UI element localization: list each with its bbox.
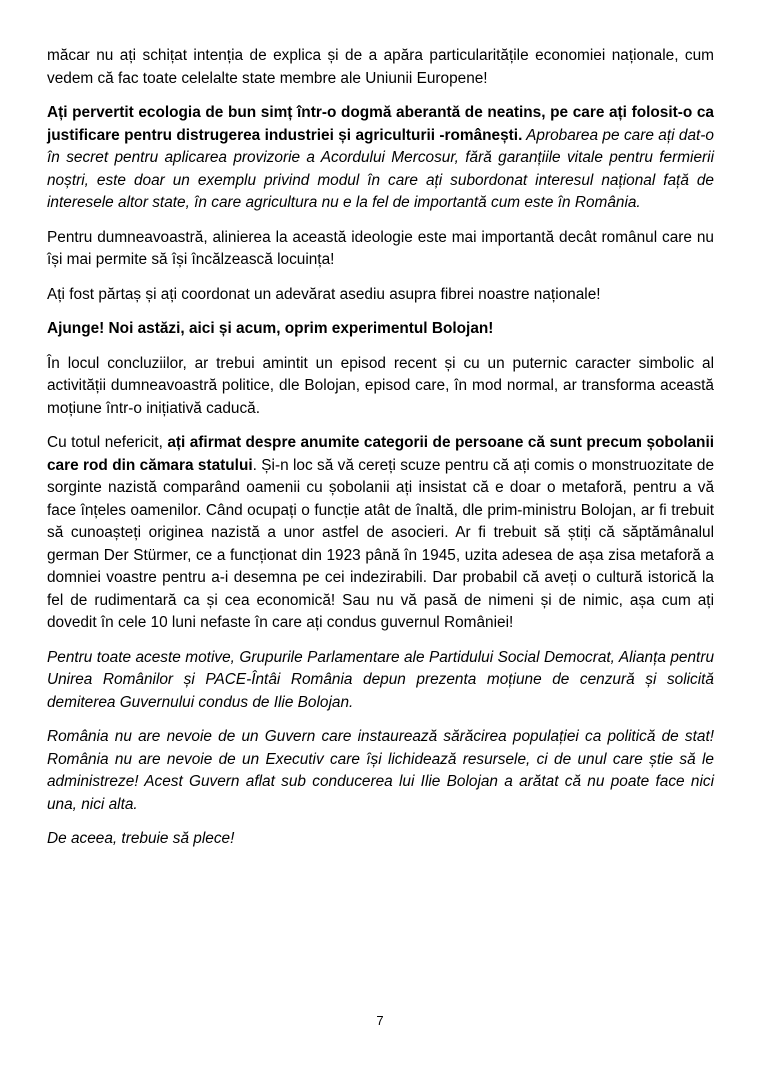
paragraph-7-end: . Și-n loc să vă cereți scuze pentru că ați comis o monstruozitate de sorginte nazistă comparând oamenii cu șobolanii ați insistat că e doar o metaforă, pentru a vă face înțeles oamenilor. Când ocupați o funcție atât de înaltă, dle prim-ministru Bolojan, ar fi trebuit să cunoașteți originea nazistă a unor astfel de asocieri. Ar fi trebuit să știți că săptămânalul german Der Stürmer, ce a funcționat din 1923 până în 1945, uzita adesea de așa zisa metaforă a domniei voastre pentru a-i desemna pe cei indezirabili. Dar probabil că aveți o cultură istorică la fel de rudimentară ca și cea economică! Sau nu vă pasă de nimeni și de nimic, așa cum ați dovedit în cele 10 luni nefaste în care ați condus guvernul României! <box>47 456 715 631</box>
document-body <box>47 45 714 863</box>
paragraph-4: Ați fost părtaș și ați coordonat un adevărat asediu asupra fibrei noastre naționale! <box>47 285 601 303</box>
paragraph-2-italic-text: Aprobarea pe care ați dat-o în secret pentru aplicarea provizorie a Acordului Mercosur, fără garanțiile vitale pentru fermierii noștri, este doar un exemplu privind modul în care ați subordonat interesul național față de interesele altor state, în care agricultura nu e la fel de importantă cum este în România. <box>47 126 714 211</box>
paragraph-2-bold-text: Ați pervertit ecologia de bun simț într-o dogmă aberantă de neatins, pe care ați folosit-o ca justificare pentru distrugerea industriei și agriculturii -românești. <box>47 104 714 144</box>
paragraph-8: Pentru toate aceste motive, Grupurile Parlamentare ale Partidului Social Democrat, Alianța pentru Unirea Românilor și PACE-Întâi România depun prezenta moțiune de cenzură și solicită demiterea Guvernului condus de Ilie Bolojan. <box>47 648 714 711</box>
page-number: 7 <box>376 1013 384 1028</box>
paragraph-7 <box>47 432 714 635</box>
paragraph-10: De aceea, trebuie să plece! <box>47 830 235 847</box>
paragraph-2 <box>47 102 714 215</box>
paragraph-3: Pentru dumneavoastră, alinierea la această ideologie este mai importantă decât românul care nu își mai permite să își încălzească locuința! <box>47 228 714 268</box>
paragraph-7-start: Cu totul nefericit, <box>47 434 168 451</box>
paragraph-5: Ajunge! Noi astăzi, aici și acum, oprim experimentul Bolojan! <box>47 320 494 337</box>
paragraph-1: măcar nu ați schițat intenția de explica și de a apăra particularitățile economiei naționale, cum vedem că fac toate celelalte state membre ale Uniunii Europene! <box>47 47 714 87</box>
paragraph-9: România nu are nevoie de un Guvern care instaurează sărăcirea populației ca politică de stat! România nu are nevoie de un Executiv care își lichidează resursele, ci de unul care știe să le administreze! Acest Guvern aflat sub conducerea lui Ilie Bolojan a arătat că nu poate face nici una, nici alta. <box>47 728 714 813</box>
paragraph-6: În locul concluziilor, ar trebui amintit un episod recent și cu un puternic caracter simbolic al activității dumneavoastră politice, dle Bolojan, episod care, în mod normal, ar transforma această moțiune într-o inițiativă caducă. <box>47 354 714 417</box>
paragraph-7-bold-text: ați afirmat despre anumite categorii de persoane că sunt precum șobolanii care rod din cămara statului <box>47 434 715 474</box>
